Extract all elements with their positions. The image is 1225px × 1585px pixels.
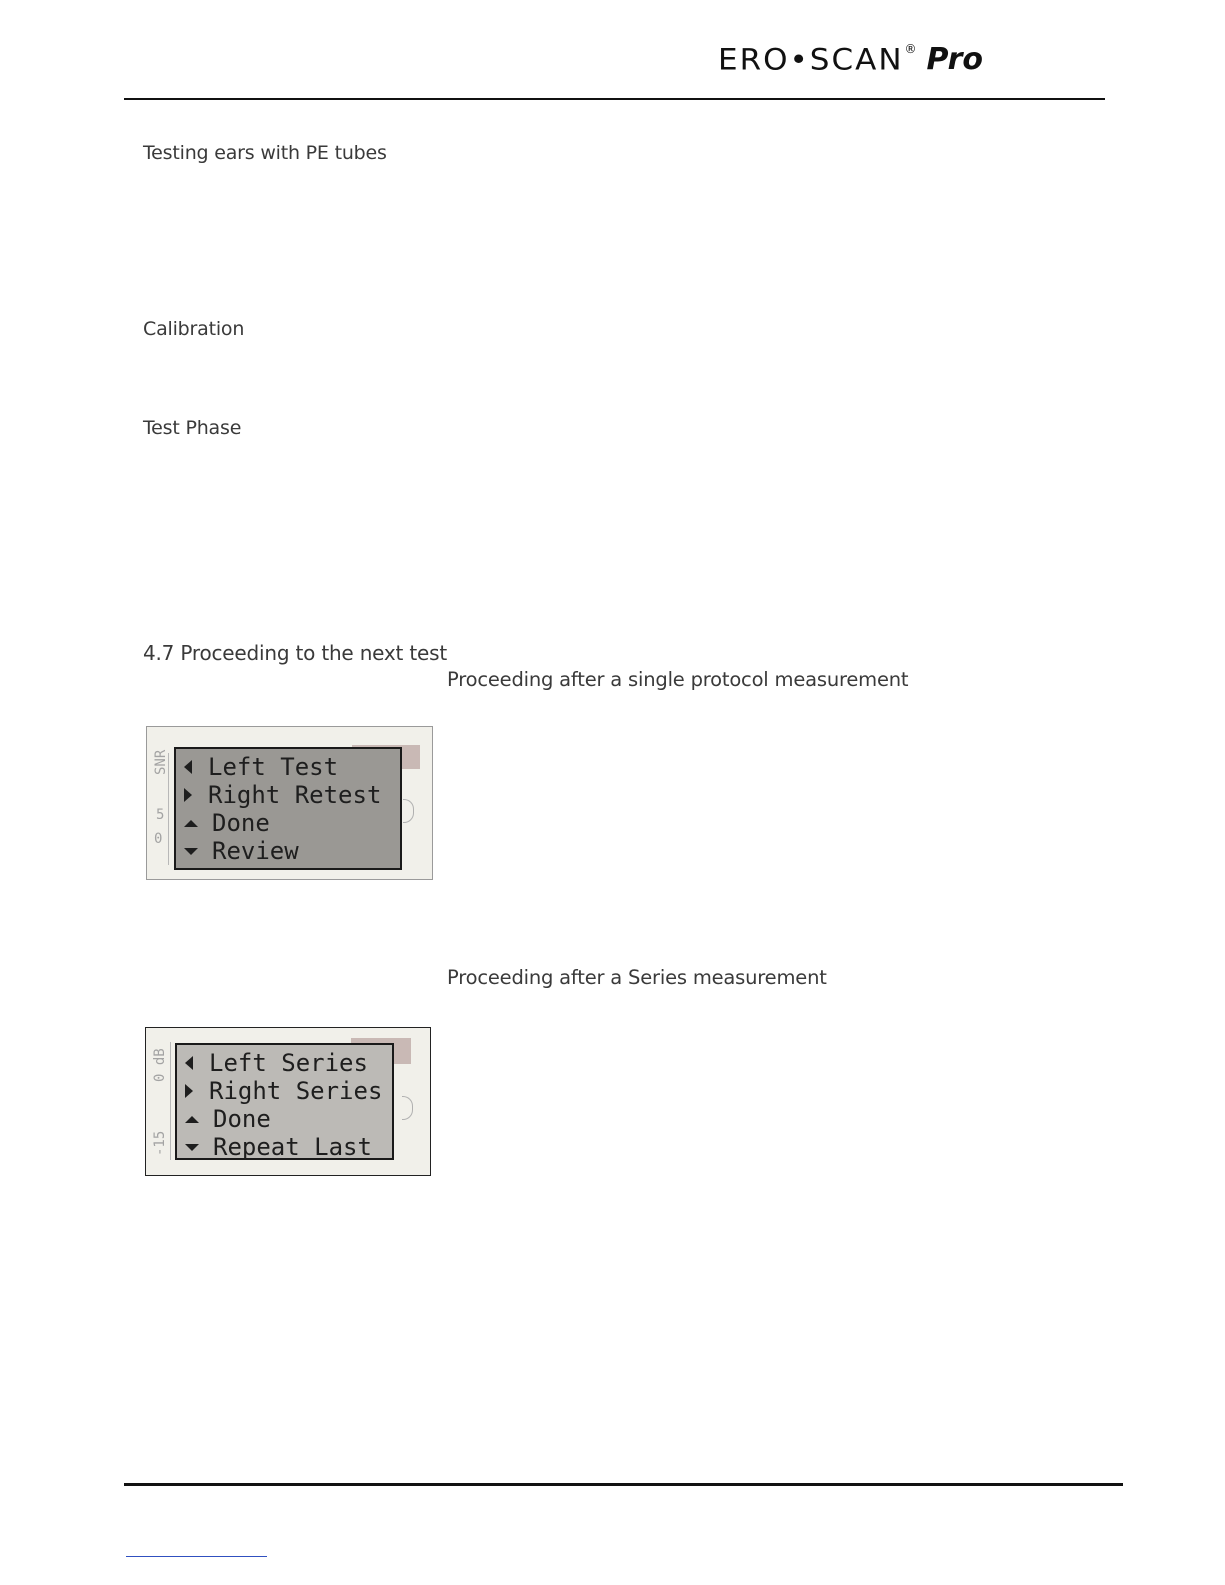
tick-0-db: 0 dB (152, 1048, 168, 1082)
tick-5: 5 (156, 807, 165, 823)
heading-single-protocol: Proceeding after a single protocol measurement (447, 668, 909, 691)
ero-scan-pro-logo (718, 38, 983, 82)
logo-registered-mark: ® (904, 42, 917, 56)
heading-calibration: Calibration (143, 318, 245, 340)
y-axis-line (170, 1042, 171, 1160)
menu-item-done[interactable] (182, 809, 400, 837)
up-arrow-icon (185, 1116, 199, 1123)
menu-item-label: Review (212, 837, 299, 865)
left-arrow-icon (185, 1056, 193, 1070)
menu-item-review[interactable] (182, 837, 400, 865)
menu-item-label: Right Retest (208, 781, 382, 809)
heading-pe-tubes: Testing ears with PE tubes (143, 142, 387, 164)
up-arrow-icon (184, 820, 198, 827)
down-arrow-icon (184, 848, 198, 855)
heading-series: Proceeding after a Series measurement (447, 966, 827, 989)
tick-0: 0 (154, 831, 163, 847)
logo-brand: ERO•SCAN (718, 42, 904, 78)
menu-item-left-test[interactable] (182, 753, 400, 781)
screen-side-bump (403, 799, 414, 823)
menu-item-label: Done (213, 1105, 271, 1133)
screen-series (145, 1027, 431, 1176)
logo-product: Pro (926, 42, 984, 77)
right-arrow-icon (184, 788, 192, 802)
right-arrow-icon (185, 1084, 193, 1098)
footer-link-underline (126, 1556, 267, 1557)
menu-item-label: Repeat Last (213, 1133, 372, 1161)
left-arrow-icon (184, 760, 192, 774)
next-series-menu (175, 1043, 394, 1160)
menu-item-label: Right Series (209, 1077, 383, 1105)
header-rule (124, 98, 1105, 100)
menu-item-repeat-last[interactable] (183, 1133, 392, 1161)
screen-single-protocol (146, 726, 433, 880)
down-arrow-icon (185, 1144, 199, 1151)
menu-item-label: Done (212, 809, 270, 837)
heading-test-phase: Test Phase (143, 417, 242, 439)
next-test-menu (174, 747, 402, 870)
menu-item-left-series[interactable] (183, 1049, 392, 1077)
menu-item-right-retest[interactable] (182, 781, 400, 809)
y-axis-label: SNR (153, 749, 169, 775)
menu-item-right-series[interactable] (183, 1077, 392, 1105)
menu-item-label: Left Series (209, 1049, 368, 1077)
screen-side-bump (402, 1096, 413, 1120)
footer-rule (124, 1483, 1123, 1486)
menu-item-label: Left Test (208, 753, 339, 781)
menu-item-done[interactable] (183, 1105, 392, 1133)
tick-neg-15: -15 (152, 1130, 168, 1156)
heading-section-4-7: 4.7 Proceeding to the next test (143, 641, 447, 665)
